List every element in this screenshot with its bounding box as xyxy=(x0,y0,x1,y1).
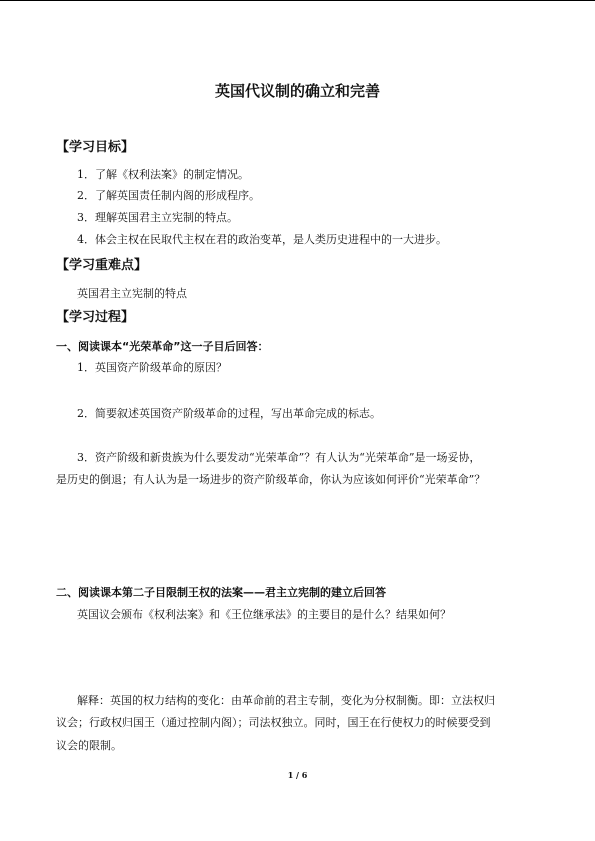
keypoints-heading: 【学习重难点】 xyxy=(56,258,148,273)
goals-heading: 【学习目标】 xyxy=(56,140,135,155)
goal-item-3: 3．理解英国君主立宪制的特点。 xyxy=(77,211,238,224)
part1-question-2: 2．简要叙述英国资产阶级革命的过程，写出革命完成的标志。 xyxy=(77,407,381,420)
goal-item-2: 2．了解英国责任制内阁的形成程序。 xyxy=(77,189,260,202)
goal-item-1: 1．了解《权利法案》的制定情况。 xyxy=(77,168,249,181)
keypoints-text: 英国君主立宪制的特点 xyxy=(77,287,187,300)
part1-title: 一、阅读课本“光荣革命”这一子目后回答： xyxy=(56,340,269,353)
part1-question-3-line1: 3．资产阶级和新贵族为什么要发动“光荣革命”？有人认为“光荣革命”是一场妥协， xyxy=(77,451,481,464)
part2-title: 二、阅读课本第二子目限制王权的法案——君主立宪制的建立后回答 xyxy=(56,586,386,599)
page-title: 英国代议制的确立和完善 xyxy=(214,82,380,100)
process-heading: 【学习过程】 xyxy=(56,310,135,325)
part2-answer-line2: 议会；行政权归国王（通过控制内阁）；司法权独立。同时，国王在行使权力的时候要受到 xyxy=(56,716,491,729)
goal-item-4: 4．体会主权在民取代主权在君的政治变革，是人类历史进程中的一大进步。 xyxy=(77,233,447,246)
part2-answer-line1: 解释：英国的权力结构的变化：由革命前的君主专制，变化为分权制衡。即：立法权归 xyxy=(77,694,495,707)
page-number: 1 / 6 xyxy=(287,770,308,780)
top-border-line xyxy=(0,0,595,1)
part1-question-3-line2: 是历史的倒退；有人认为是一场进步的资产阶级革命，你认为应该如何评价“光荣革命”？ xyxy=(56,473,486,486)
part2-answer-line3: 议会的限制。 xyxy=(56,739,122,752)
part2-question: 英国议会颁布《权利法案》和《王位继承法》的主要目的是什么？结果如何？ xyxy=(77,608,451,621)
part1-question-1: 1．英国资产阶级革命的原因？ xyxy=(77,361,227,374)
